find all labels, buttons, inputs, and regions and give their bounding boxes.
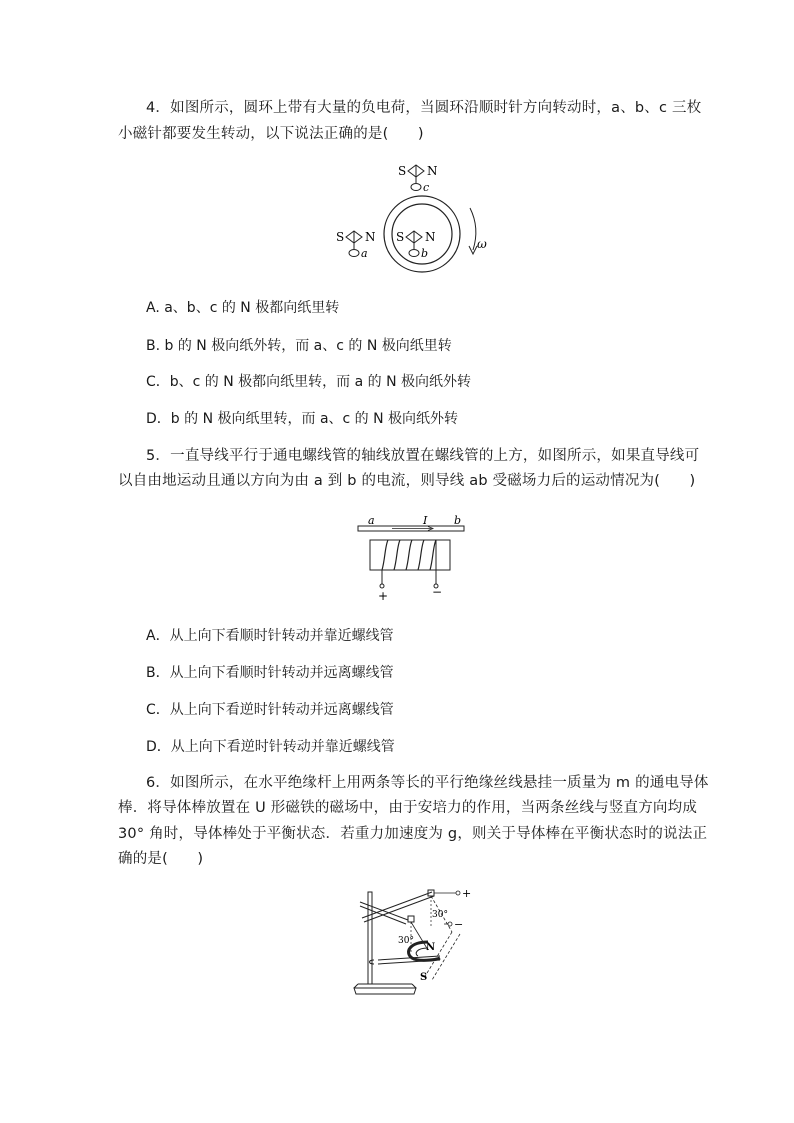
svg-text:+: + <box>462 887 472 900</box>
q4-text-line1: 4．如图所示，圆环上带有大量的负电荷，当圆环沿顺时针方向转动时，a、b、c 三枚 <box>146 100 702 116</box>
insulating-rod <box>360 890 434 924</box>
compass-needle-c <box>398 164 438 194</box>
q4-option-d[interactable]: D．b 的 N 极向纸里转，而 a、c 的 N 极向纸外转 <box>146 411 459 427</box>
q5-text-line1: 5．一直导线平行于通电螺线管的轴线放置在螺线管的上方，如图所示，如果直导线可 <box>146 448 700 464</box>
q6-text-line1: 6．如图所示，在水平绝缘杆上用两条等长的平行绝缘丝线悬挂一质量为 m 的通电导体 <box>146 775 709 791</box>
svg-text:30°: 30° <box>398 936 414 946</box>
svg-text:b: b <box>454 514 462 527</box>
svg-text:I: I <box>423 514 428 527</box>
svg-text:a: a <box>361 247 368 260</box>
svg-text:+: + <box>378 589 389 603</box>
svg-text:−: − <box>454 918 464 931</box>
q5-figure <box>352 510 472 602</box>
q4-text-line2: 小磁针都要发生转动，以下说法正确的是( ) <box>118 126 424 142</box>
q4-option-b[interactable]: B. b 的 N 极向纸外转，而 a、c 的 N 极向纸里转 <box>146 338 452 354</box>
rotation-arrow-icon <box>469 208 487 254</box>
svg-text:S: S <box>396 230 405 244</box>
solenoid <box>370 540 450 603</box>
svg-text:S: S <box>336 230 345 244</box>
threads <box>398 896 460 980</box>
q6-figure <box>348 884 476 1000</box>
svg-text:c: c <box>423 181 430 194</box>
svg-text:N: N <box>425 230 436 244</box>
q5-option-c[interactable]: C．从上向下看逆时针转动并远离螺线管 <box>146 702 394 718</box>
q6-text-line2: 棒．将导体棒放置在 U 形磁铁的磁场中，由于安培力的作用，当两条丝线与竖直方向均成 <box>118 800 698 816</box>
svg-text:b: b <box>421 247 429 260</box>
svg-text:N: N <box>427 164 438 178</box>
q4-option-a[interactable]: A. a、b、c 的 N 极都向纸里转 <box>146 300 340 316</box>
q5-option-a[interactable]: A．从上向下看顺时针转动并靠近螺线管 <box>146 628 394 644</box>
svg-text:N: N <box>365 230 376 244</box>
u-magnet <box>409 942 440 983</box>
svg-text:N: N <box>426 942 436 953</box>
terminals <box>434 887 471 931</box>
svg-text:a: a <box>368 514 375 527</box>
straight-wire <box>358 514 464 531</box>
svg-text:30°: 30° <box>432 910 448 920</box>
q5-option-b[interactable]: B．从上向下看顺时针转动并远离螺线管 <box>146 665 394 681</box>
q4-figure <box>330 158 500 278</box>
svg-text:S: S <box>398 164 407 178</box>
q6-text-line3: 30° 角时，导体棒处于平衡状态．若重力加速度为 g，则关于导体棒在平衡状态时的说法正 <box>118 826 708 842</box>
stand-base <box>354 984 416 994</box>
q5-text-line2: 以自由地运动且通以方向为由 a 到 b 的电流，则导线 ab 受磁场力后的运动情况为( ) <box>118 473 696 489</box>
svg-text:ω: ω <box>477 237 487 251</box>
svg-text:S: S <box>420 972 428 983</box>
svg-text:−: − <box>432 585 443 599</box>
q6-text-line4: 确的是( ) <box>118 851 204 867</box>
compass-needle-a <box>336 230 376 260</box>
q5-option-d[interactable]: D．从上向下看逆时针转动并靠近螺线管 <box>146 739 395 755</box>
q4-option-c[interactable]: C．b、c 的 N 极都向纸里转，而 a 的 N 极向纸外转 <box>146 374 472 390</box>
